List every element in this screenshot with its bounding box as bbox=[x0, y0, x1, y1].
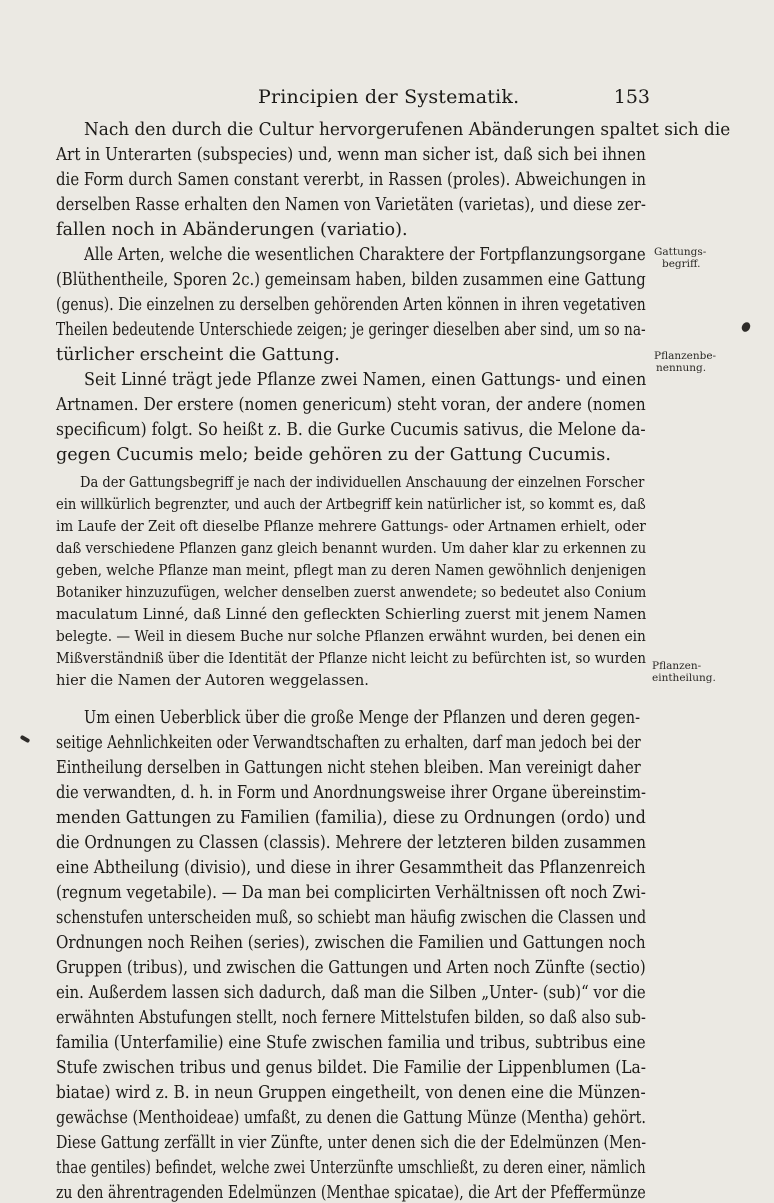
text-line: menden Gattungen zu Familien (familia), diese zu Ordnungen (ordo) und bbox=[56, 808, 646, 828]
small-text-line: Mißverständniß über die Identität der Pflanze nicht leicht zu befürchten ist, so wurden bbox=[56, 650, 646, 667]
text-line: die Form durch Samen constant vererbt, in Rassen (proles). Abweichungen in bbox=[56, 170, 647, 190]
text-line: (genus). Die einzelnen zu derselben gehörenden Arten können in ihren vegetativen bbox=[56, 295, 646, 315]
running-title: Principien der Systematik. bbox=[258, 86, 520, 108]
marginal-note bbox=[654, 350, 716, 374]
text-line: thae gentiles) befindet, welche zwei Unterzünfte umschließt, zu deren einer, nämlich bbox=[56, 1158, 646, 1178]
marginal-note-line: begriff. bbox=[662, 258, 701, 270]
ink-spot bbox=[740, 321, 752, 334]
small-text-line: ein willkürlich begrenzter, und auch der Artbegriff kein natürlicher ist, so kommt es, daß bbox=[56, 496, 646, 513]
marginal-note-line: Gattungs- bbox=[654, 246, 707, 258]
marginal-note bbox=[654, 246, 706, 270]
small-text-line: hier die Namen der Autoren weggelassen. bbox=[56, 672, 369, 689]
marginal-note-line: eintheilung. bbox=[652, 672, 716, 684]
running-header bbox=[258, 86, 650, 112]
text-line: Gruppen (tribus), und zwischen die Gattungen und Arten noch Zünfte (sectio) bbox=[56, 958, 646, 978]
text-line: erwähnten Abstufungen stellt, noch fernere Mittelstufen bilden, so daß also sub- bbox=[56, 1008, 646, 1028]
text-line: derselben Rasse erhalten den Namen von Varietäten (varietas), und diese zer- bbox=[56, 195, 646, 215]
small-text-line: belegte. — Weil in diesem Buche nur solche Pflanzen erwähnt wurden, bei denen ein bbox=[56, 628, 646, 645]
text-line: Stufe zwischen tribus und genus bildet. Die Familie der Lippenblumen (La- bbox=[56, 1058, 647, 1078]
text-line: gewächse (Menthoideae) umfaßt, zu denen die Gattung Münze (Mentha) gehört. bbox=[56, 1108, 646, 1128]
small-text-line: daß verschiedene Pflanzen ganz gleich benannt wurden. Um daher klar zu erkennen zu bbox=[56, 540, 647, 557]
text-line: familia (Unterfamilie) eine Stufe zwischen familia und tribus, subtribus eine bbox=[56, 1033, 646, 1053]
text-line: Eintheilung derselben in Gattungen nicht stehen bleiben. Man vereinigt daher bbox=[56, 758, 641, 778]
text-line: Artnamen. Der erstere (nomen genericum) steht voran, der andere (nomen bbox=[56, 395, 646, 415]
text-line: Art in Unterarten (subspecies) und, wenn man sicher ist, daß sich bei ihnen bbox=[56, 145, 646, 165]
text-line: Um einen Ueberblick über die große Menge der Pflanzen und deren gegen- bbox=[84, 708, 640, 728]
small-text-line: geben, welche Pflanze man meint, pflegt man zu deren Namen gewöhnlich denjenigen bbox=[56, 562, 647, 579]
text-line: seitige Aehnlichkeiten oder Verwandtschaften zu erhalten, darf man jedoch bei der bbox=[56, 733, 641, 753]
text-line: (Blüthentheile, Sporen 2c.) gemeinsam haben, bilden zusammen eine Gattung bbox=[56, 270, 646, 290]
text-line: Diese Gattung zerfällt in vier Zünfte, unter denen sich die der Edelmünzen (Men- bbox=[56, 1133, 647, 1153]
text-line: Theilen bedeutende Unterschiede zeigen; je geringer dieselben aber sind, um so na- bbox=[56, 320, 646, 340]
marginal-note-line: Pflanzenbe- bbox=[654, 350, 717, 362]
marginal-note-line: Pflanzen- bbox=[652, 660, 702, 672]
text-line: fallen noch in Abänderungen (variatio). bbox=[56, 220, 408, 240]
text-line: biatae) wird z. B. in neun Gruppen eingetheilt, von denen eine die Münzen- bbox=[56, 1083, 646, 1103]
text-line: zu den ährentragenden Edelmünzen (Menthae spicatae), die Art der Pfeffermünze bbox=[56, 1183, 646, 1203]
text-line: Ordnungen noch Reihen (series), zwischen die Familien und Gattungen noch bbox=[56, 933, 646, 953]
small-text-line: Botaniker hinzuzufügen, welcher denselben zuerst anwendete; so bedeutet also Conium bbox=[56, 584, 647, 601]
small-text-line: Da der Gattungsbegriff je nach der individuellen Anschauung der einzelnen Forscher bbox=[80, 474, 645, 491]
text-line: Seit Linné trägt jede Pflanze zwei Namen, einen Gattungs- und einen bbox=[84, 370, 647, 390]
text-line: specificum) folgt. So heißt z. B. die Gurke Cucumis sativus, die Melone da- bbox=[56, 420, 646, 440]
text-line: ein. Außerdem lassen sich dadurch, daß man die Silben „Unter- (sub)“ vor die bbox=[56, 983, 646, 1003]
text-line: schenstufen unterscheiden muß, so schiebt man häufig zwischen die Classen und bbox=[56, 908, 647, 928]
marginal-note-line: nennung. bbox=[656, 362, 707, 374]
marginal-note bbox=[652, 660, 716, 684]
page-number: 153 bbox=[613, 86, 650, 108]
ink-mark bbox=[20, 735, 31, 743]
text-line: die verwandten, d. h. in Form und Anordnungsweise ihrer Organe übereinstim- bbox=[56, 783, 646, 803]
text-line: gegen Cucumis melo; beide gehören zu der Gattung Cucumis. bbox=[56, 445, 611, 465]
small-text-line: im Laufe der Zeit oft dieselbe Pflanze mehrere Gattungs- oder Artnamen erhielt, oder bbox=[56, 518, 646, 535]
text-line: Nach den durch die Cultur hervorgerufenen Abänderungen spaltet sich die bbox=[84, 120, 731, 140]
text-line: Alle Arten, welche die wesentlichen Charaktere der Fortpflanzungsorgane bbox=[84, 245, 646, 265]
text-line: eine Abtheilung (divisio), und diese in ihrer Gesammtheit das Pflanzenreich bbox=[56, 858, 646, 878]
small-text-line: maculatum Linné, daß Linné den gefleckten Schierling zuerst mit jenem Namen bbox=[56, 606, 647, 623]
text-line: türlicher erscheint die Gattung. bbox=[56, 345, 340, 365]
text-line: (regnum vegetabile). — Da man bei complicirten Verhältnissen oft noch Zwi- bbox=[56, 883, 646, 903]
text-line: die Ordnungen zu Classen (classis). Mehrere der letzteren bilden zusammen bbox=[56, 833, 646, 853]
